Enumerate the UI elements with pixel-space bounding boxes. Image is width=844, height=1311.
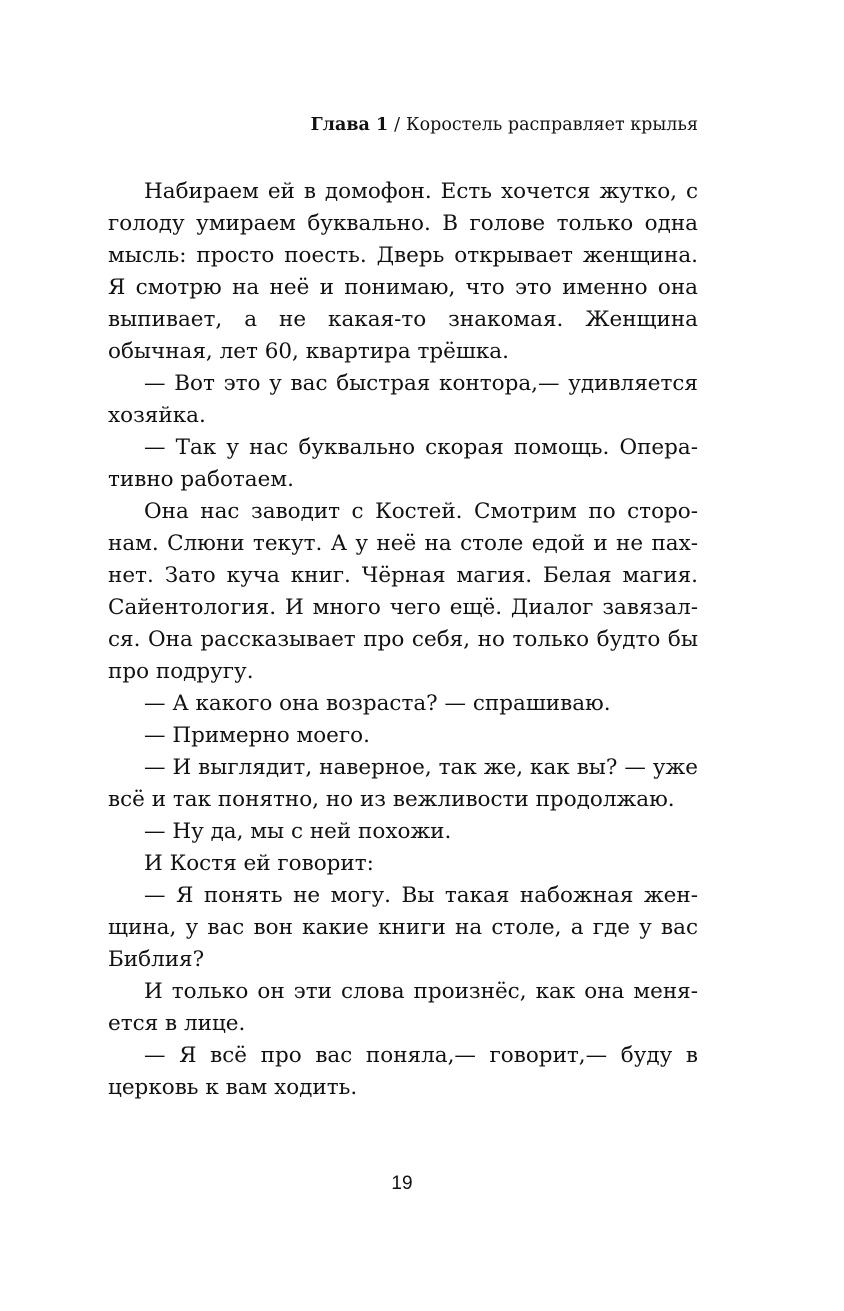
- chapter-label: Глава 1: [310, 115, 389, 135]
- paragraph: — Ну да, мы с ней похожи.: [144, 819, 452, 844]
- paragraph: — Вот это у вас быстрая контора,— удивляется хозяйка.: [108, 371, 698, 428]
- paragraph: Набираем ей в домофон. Есть хочется жутко, с голоду умираем буквально. В голове только одна мысль: просто поесть. Дверь открывает женщина. Я смотрю на неё и понимаю, что это именно она выпивает, а не какая-то знакомая. Женщина обычная, лет 60, квартира трёшка.: [108, 179, 698, 364]
- paragraph: — Примерно моего.: [144, 723, 370, 748]
- paragraph: Она нас заводит с Костей. Смотрим по сторонам. Слюни текут. А у неё на столе едой и не пахнет. Зато куча книг. Чёрная магия. Белая магия. Сайентология. И много чего ещё. Диалог завязался. Она рассказывает про себя, но только будто бы про подругу.: [108, 499, 698, 684]
- running-head: [311, 113, 698, 137]
- page-text: [108, 176, 698, 1104]
- paragraph: — Так у нас буквально скорая помощь. Оперативно работаем.: [108, 435, 698, 492]
- header-separator: /: [394, 115, 401, 135]
- paragraph: — И выглядит, наверное, так же, как вы? — уже всё и так понятно, но из вежливости продолжаю.: [108, 755, 698, 812]
- chapter-title: Коростель расправляет крылья: [406, 115, 698, 135]
- page-number: 19: [391, 1173, 413, 1194]
- paragraph: И только он эти слова произнёс, как она меняется в лице.: [108, 979, 698, 1036]
- paragraph: — А какого она возраста? — спрашиваю.: [144, 691, 611, 716]
- paragraph: И Костя ей говорит:: [144, 851, 374, 876]
- paragraph: — Я понять не могу. Вы такая набожная женщина, у вас вон какие книги на столе, а где у вас Библия?: [108, 883, 698, 972]
- paragraph: — Я всё про вас поняла,— говорит,— буду в церковь к вам ходить.: [108, 1043, 698, 1100]
